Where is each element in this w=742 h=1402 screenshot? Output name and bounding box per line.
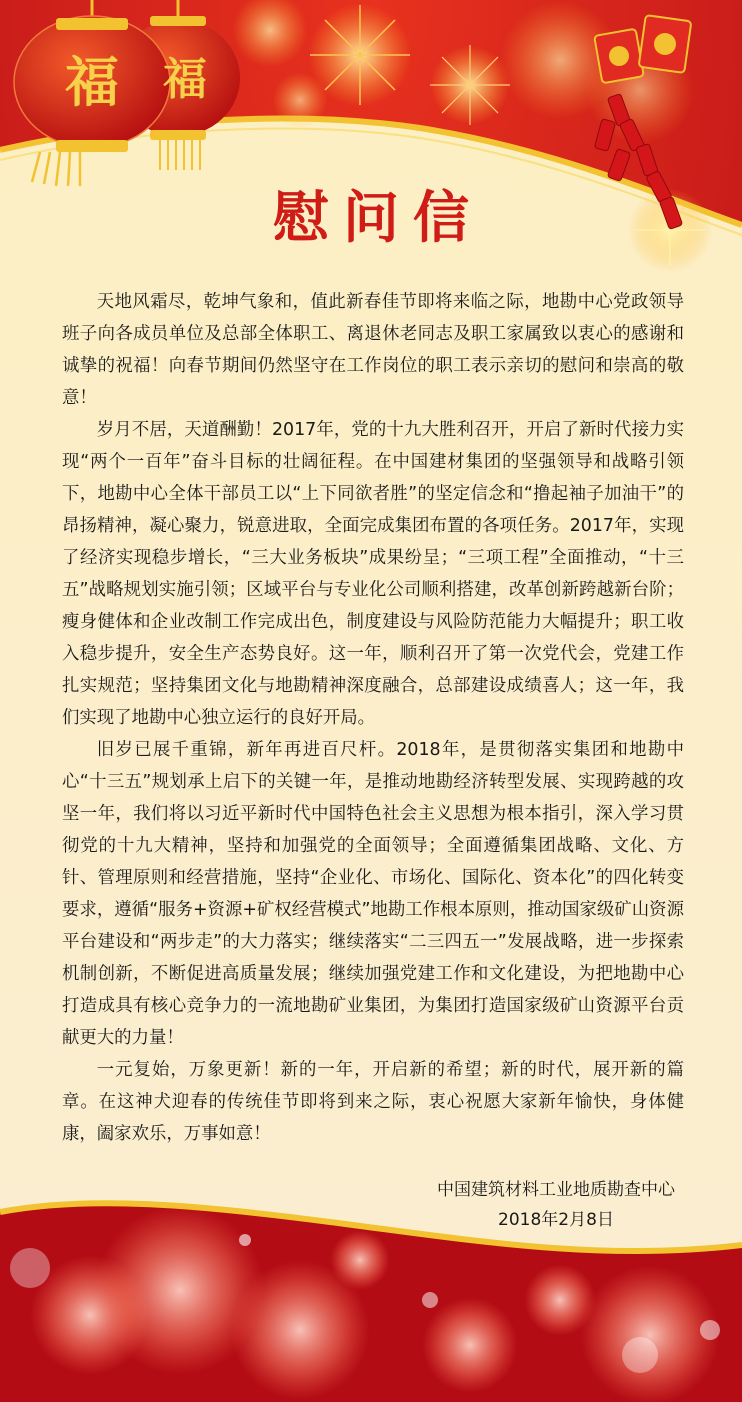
paragraph: 一元复始，万象更新！新的一年，开启新的希望；新的时代，展开新的篇章。在这神犬迎春的传统佳节即将到来之际，衷心祝愿大家新年愉快，身体健康，阖家欢乐，万事如意！ (62, 1060, 684, 1144)
letter-body (62, 286, 684, 1150)
signature-date: 2018年2月8日 (498, 1210, 614, 1230)
lantern-left-character: 福 (65, 50, 119, 114)
signature-block (380, 1175, 732, 1235)
letter-title: 慰问信 (273, 185, 483, 251)
paragraph: 旧岁已展千重锦，新年再进百尺杆。2018年，是贯彻落实集团和地勘中心“十三五”规划承上启下的关键一年，是推动地勘经济转型发展、实现跨越的攻坚一年，我们将以习近平新时代中国特色社会主义思想为根本指引，深入学习贯彻党的十九大精神，坚持和加强党的全面领导；全面遵循集团战略、文化、方针、管理原则和经营措施，坚持“企业化、市场化、国际化、资本化”的四化转变要求，遵循“服务+资源+矿权经营模式”地勘工作根本原则，推动国家级矿山资源平台建设和“两步走”的大力落实；继续落实“二三四五一”发展战略，进一步探索机制创新，不断促进高质量发展；继续加强党建工作和文化建设，为把地勘中心打造成具有核心竞争力的一流地勘矿业集团，为集团打造国家级矿山资源平台贡献更大的力量！ (62, 740, 684, 1048)
lantern-right-character: 福 (163, 54, 207, 105)
signature-organization: 中国建筑材料工业地质勘查中心 (437, 1180, 675, 1200)
paragraph: 天地风霜尽，乾坤气象和，值此新春佳节即将来临之际，地勘中心党政领导班子向各成员单位及总部全体职工、离退休老同志及职工家属致以衷心的感谢和诚挚的祝福！向春节期间仍然坚守在工作岗位的职工表示亲切的慰问和崇高的敬意！ (62, 292, 684, 408)
paragraph: 岁月不居，天道酬勤！2017年，党的十九大胜利召开，开启了新时代接力实现“两个一百年”奋斗目标的壮阔征程。在中国建材集团的坚强领导和战略引领下，地勘中心全体干部员工以“上下同欲者胜”的坚定信念和“撸起袖子加油干”的昂扬精神，凝心聚力，锐意进取，全面完成集团布置的各项任务。2017年，实现了经济实现稳步增长，“三大业务板块”成果纷呈；“三项工程”全面推动，“十三五”战略规划实施引领；区域平台与专业化公司顺利搭建，改革创新跨越新台阶；瘦身健体和企业改制工作完成出色，制度建设与风险防范能力大幅提升；职工收入稳步提升，安全生产态势良好。这一年，顺利召开了第一次党代会，党建工作扎实规范；坚持集团文化与地勘精神深度融合，总部建设成绩喜人；这一年，我们实现了地勘中心独立运行的良好开局。 (62, 420, 684, 728)
